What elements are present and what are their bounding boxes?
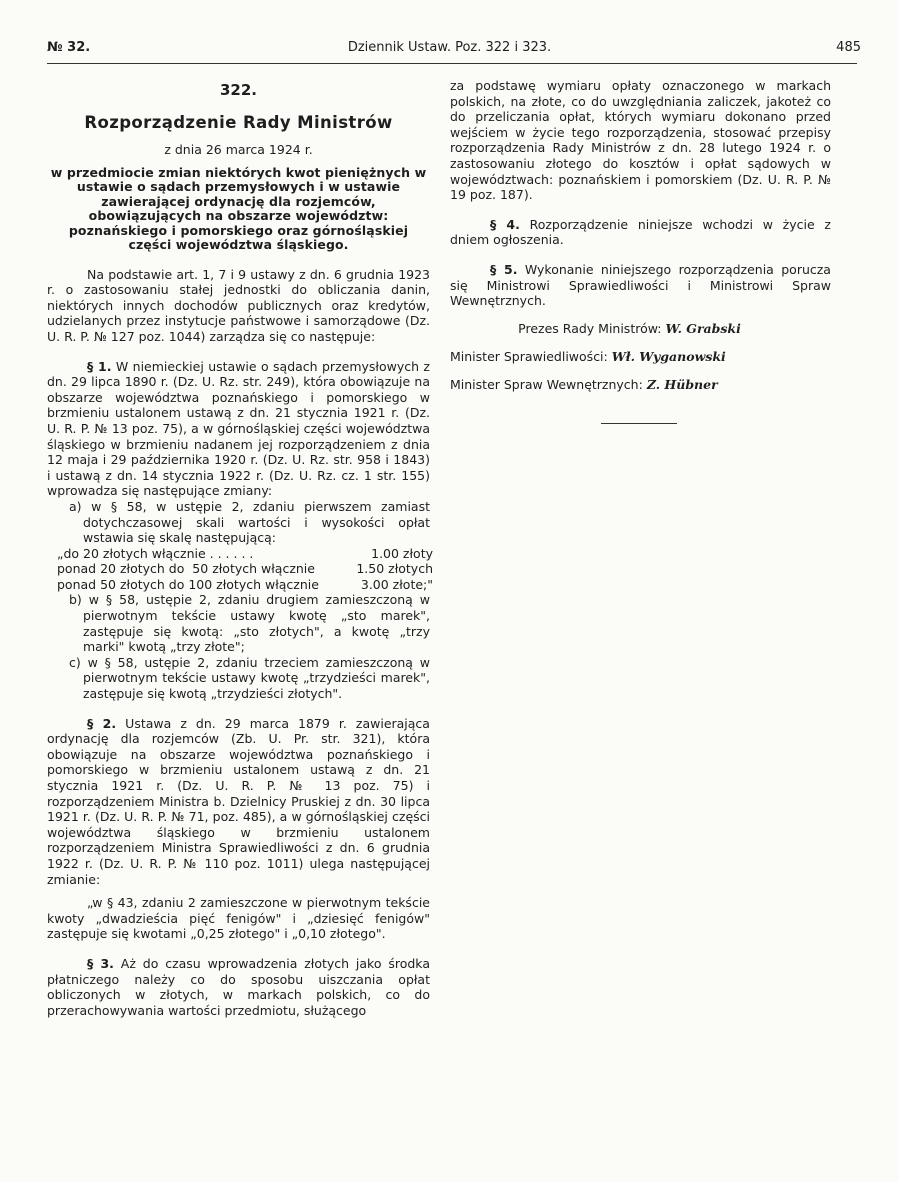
journal-title: Dziennik Ustaw. Poz. 322 i 323.	[347, 40, 552, 55]
fee-scale-label: ponad 50 złotych do 100 złotych włącznie	[57, 576, 319, 592]
left-column	[47, 80, 433, 1018]
signature-name: W. Grabski	[665, 320, 741, 336]
fee-scale-row	[57, 577, 433, 593]
section-1-label: § 1.	[87, 358, 112, 374]
fee-scale-value: 1.50 złotych	[356, 561, 433, 577]
section-1-item-c: c) w § 58, ustępie 2, zdaniu trzeciem zamieszczoną w pierwotnym tekście ustawy kwotę „trzydzieści marek", zastępuje się kwotą „trzydzieści złotych".	[69, 654, 430, 702]
section-5-label: § 5.	[490, 261, 518, 277]
issue-number: № 32.	[47, 40, 91, 55]
section-2	[47, 716, 430, 888]
section-1-item-a: a) w § 58, w ustępie 2, zdaniu pierwszem zamiast dotychczasowej skali wartości i wysokości opłat wstawia się skalę następującą:	[69, 498, 430, 546]
section-3-text: Aż do czasu wprowadzenia złotych jako środka płatniczego należy co do sposobu uiszczania opłat obliczonych w złotych, w markach polskich, co do przerachowywania wartości przedmiotu, służącego	[47, 955, 430, 1018]
signature-name: Z. Hübner	[646, 376, 718, 392]
section-2-quote: „w § 43, zdaniu 2 zamieszczone w pierwotnym tekście kwoty „dwadzieścia pięć fenigów" i „dziesięć fenigów" zastępuje się kwotami „0,25 złotego" i „0,10 złotego".	[47, 895, 430, 942]
fee-scale	[57, 545, 433, 593]
fee-scale-label: ponad 20 złotych do 50 złotych włącznie	[57, 561, 315, 577]
act-subject: w przedmiocie zmian niektórych kwot pieniężnych w ustawie o sądach przemysłowych i w ustawie zawierającej ordynację dla rozjemców, obowiązujących na obszarze województw: poznańskiego i pomorskiego oraz górnośląskiej części województwa śląskiego.	[50, 164, 427, 253]
section-1-item-b: b) w § 58, ustępie 2, zdaniu drugiem zamieszczoną w pierwotnym tekście ustawy kwotę „sto marek", zastępuje się kwotą: „sto złotych", a kwotę „trzy marki" kwotą „trzy złote";	[69, 592, 430, 655]
fee-scale-row	[57, 546, 433, 562]
act-title: Rozporządzenie Rady Ministrów	[84, 113, 393, 132]
header-rule	[47, 63, 857, 64]
preamble: Na podstawie art. 1, 7 i 9 ustawy z dn. 6 grudnia 1923 r. o zastosowaniu stałej jednostki do obliczania danin, niektórych innych dochodów publicznych oraz kredytów, udzielanych przez instytucje państwowe i samorządowe (Dz. U. R. P. № 127 poz. 1044) zarządza się co następuje:	[47, 266, 430, 344]
act-date: z dnia 26 marca 1924 r.	[164, 142, 313, 157]
section-1-text: W niemieckiej ustawie o sądach przemysłowych z dn. 29 lipca 1890 r. (Dz. U. Rz. str. 249), która obowiązuje na obszarze województwa poznańskiego i pomorskiego w brzmieniu ustalonem ustawą z dn. 21 stycznia 1921 r. (Dz. U. R. P. № 13 poz. 75), a w górnośląskiej części województwa śląskiego w brzmieniu nadanem jej rozporządzeniem z dnia 12 maja i 29 października 1920 r. (Dz. U. Rz. str. 958 i 1843) i ustawą z dn. 14 stycznia 1922 r. (Dz. U. Rz. cz. 1 str. 155) wprowadza się następujące zmiany:	[47, 358, 430, 499]
section-3-label: § 3.	[87, 955, 114, 971]
right-column	[450, 78, 831, 424]
section-2-text: Ustawa z dn. 29 marca 1879 r. zawierająca ordynację dla rozjemców (Zb. U. Pr. str. 321), która obowiązuje na obszarze województwa poznańskiego i pomorskiego w brzmieniu ustalonem ustawą z dn. 21 stycznia 1921 r. (Dz. U. R. P. № 13 poz. 75) i rozporządzeniem Ministra b. Dzielnicy Pruskiej z dn. 30 lipca 1921 r. (Dz. U. R. P. № 71, poz. 485), a w górnośląskiej części województwa śląskiego w brzmieniu ustalonem rozporządzeniem Ministra Sprawiedliwości z dn. 6 grudnia 1922 r. (Dz. U. R. P. № 110 poz. 1011) ulega następującej zmianie:	[47, 715, 430, 887]
fee-scale-value: 1.00 złoty	[371, 545, 433, 561]
end-rule	[601, 423, 677, 424]
section-5-text: Wykonanie niniejszego rozporządzenia porucza się Ministrowi Sprawiedliwości i Ministrowi Spraw Wewnętrznych.	[450, 261, 831, 309]
signature-role: Minister Sprawiedliwości:	[450, 348, 608, 364]
signature-role: Minister Spraw Wewnętrznych:	[450, 376, 643, 392]
page-number: 485	[836, 40, 861, 55]
signature-line	[450, 349, 831, 365]
section-3-continued: za podstawę wymiaru opłaty oznaczonego w markach polskich, na złote, co do uwzględniania zaliczek, jakoteż co do przeliczania opłat, których wymiaru dokonano przed wejściem w życie tego rozporządzenia, stosować przepisy rozporządzenia Rady Ministrów z dn. 28 lutego 1924 r. o zastosowaniu złotego do kosztów i opłat sądowych w województwach: poznańskiem i pomorskiem (Dz. U. R. P. № 19 poz. 187).	[450, 78, 831, 203]
signature-role: Prezes Rady Ministrów:	[518, 320, 662, 336]
section-2-label: § 2.	[87, 715, 117, 731]
signature-line	[450, 377, 831, 393]
fee-scale-value: 3.00 złote;"	[360, 576, 433, 592]
section-4	[450, 217, 831, 248]
section-4-text: Rozporządzenie niniejsze wchodzi w życie z dniem ogłoszenia.	[450, 216, 831, 248]
fee-scale-row	[57, 561, 433, 577]
section-3	[47, 956, 430, 1018]
act-number: 322.	[219, 81, 257, 99]
section-1	[47, 359, 430, 499]
fee-scale-label: „do 20 złotych włącznie . . . . . .	[57, 545, 254, 561]
signature-name: Wł. Wyganowski	[611, 348, 726, 364]
section-4-label: § 4.	[490, 216, 520, 232]
signature-line	[450, 321, 831, 337]
section-5	[450, 262, 831, 309]
